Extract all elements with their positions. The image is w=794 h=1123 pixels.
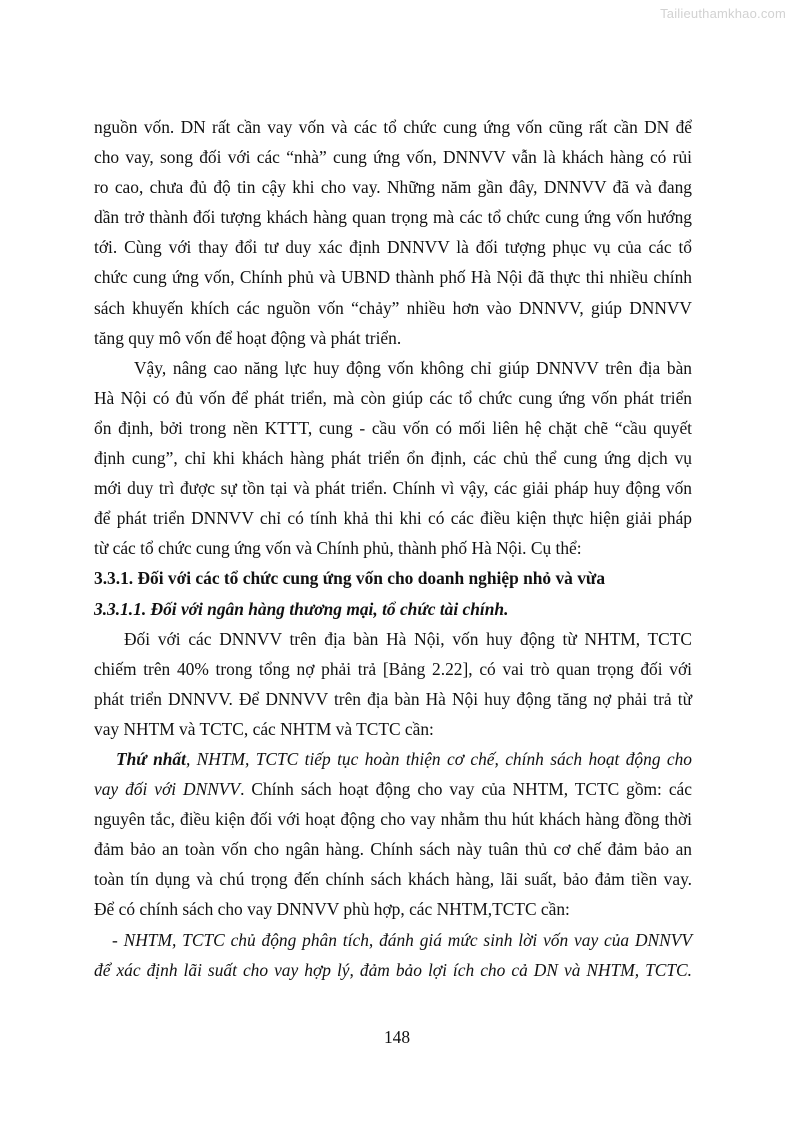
emphasis-first: Thứ nhất: [116, 748, 186, 769]
text-line: chiếm trên 40% trong tổng nợ phải trả [Bảng 2.22], có vai trò quan trọng đối với: [94, 658, 692, 679]
text-run: . Chính sách hoạt động cho vay của NHTM, TCTC gồm: các: [240, 779, 692, 800]
section-heading-3-3-1: 3.3.1. Đối với các tổ chức cung ứng vốn cho doanh nghiệp nhỏ và vừa: [94, 568, 606, 589]
text-line: tăng quy mô vốn để hoạt động và phát triển.: [94, 327, 402, 348]
text-line: đảm bảo an toàn vốn cho ngân hàng. Chính sách này tuân thủ cơ chế đảm bảo an: [94, 839, 692, 860]
text-line: nguồn vốn. DN rất cần vay vốn và các tổ chức cung ứng vốn cũng rất cần DN để: [94, 117, 692, 137]
text-line: tới. Cùng với thay đổi tư duy xác định DNNVV là đối tượng phục vụ của các tổ: [94, 237, 692, 258]
text-line: [94, 774, 692, 804]
text-line: để xác định lãi suất cho vay hợp lý, đảm bảo lợi ích cho cả DN và NHTM, TCTC.: [94, 959, 692, 980]
text-line: nguyên tắc, điều kiện đối với hoạt động cho vay nhằm thu hút khách hàng đồng thời: [94, 809, 692, 830]
text-line: mới duy trì được sự tồn tại và phát triển. Chính vì vậy, các giải pháp huy động vốn: [94, 478, 692, 499]
italic-lead: , NHTM, TCTC tiếp tục hoàn thiện cơ chế, chính sách hoạt động cho: [185, 748, 692, 769]
section-heading-3-3-1-1: 3.3.1.1. Đối với ngân hàng thương mại, tổ chức tài chính.: [94, 598, 509, 619]
text-line: Hà Nội có đủ vốn để phát triển, mà còn giúp các tổ chức cung ứng vốn phát triển: [94, 387, 692, 408]
paragraph-1: [94, 112, 692, 353]
paragraph-5: [94, 925, 692, 985]
text-line: Đối với các DNNVV trên địa bàn Hà Nội, vốn huy động từ NHTM, TCTC: [124, 628, 692, 649]
text-line: phát triển DNNVV. Để DNNVV trên địa bàn Hà Nội huy động tăng nợ phải trả từ: [94, 688, 692, 709]
text-line: chức cung ứng vốn, Chính phủ và UBND thành phố Hà Nội đã thực thi nhiều chính: [94, 267, 692, 288]
paragraph-4: [94, 744, 692, 925]
text-line: định cung”, chỉ khi khách hàng phát triển ổn định, các chủ thể cung ứng dịch vụ: [94, 448, 692, 469]
watermark: Tailieuthamkhao.com: [660, 6, 786, 21]
text-line: toàn tín dụng và chú trọng đến chính sách khách hàng, lãi suất, bảo đảm tiền vay.: [94, 869, 692, 890]
paragraph-2: [94, 353, 692, 564]
page-number: 148: [383, 1027, 411, 1047]
document-body: [94, 112, 692, 985]
text-line: dần trở thành đối tượng khách hàng quan trọng mà các tổ chức cung ứng vốn hướng: [94, 207, 692, 228]
text-line: Để có chính sách cho vay DNNVV phù hợp, các NHTM,TCTC cần:: [94, 899, 570, 920]
text-line: - NHTM, TCTC chủ động phân tích, đánh giá mức sinh lời vốn vay của DNNVV: [112, 929, 692, 950]
text-line: để phát triển DNNVV chỉ có tính khả thi khi có các điều kiện thực hiện giải pháp: [94, 508, 692, 529]
paragraph-3: [94, 624, 692, 744]
text-line: ổn định, bởi trong nền KTTT, cung - cầu vốn có mối liên hệ chặt chẽ “cầu quyết: [94, 417, 692, 438]
text-line: cho vay, song đối với các “nhà” cung ứng vốn, DNNVV vẫn là khách hàng có rủi: [94, 147, 692, 168]
text-line: từ các tổ chức cung ứng vốn và Chính phủ, thành phố Hà Nội. Cụ thể:: [94, 538, 582, 559]
italic-lead-end: vay đối với DNNVV: [94, 779, 241, 800]
text-line: [94, 744, 692, 774]
text-line: ro cao, chưa đủ độ tin cậy khi cho vay. Những năm gần đây, DNNVV đã và đang: [94, 177, 692, 198]
text-line: vay NHTM và TCTC, các NHTM và TCTC cần:: [94, 718, 434, 739]
text-line: Vậy, nâng cao năng lực huy động vốn không chỉ giúp DNNVV trên địa bàn: [134, 357, 692, 378]
text-line: sách khuyến khích các nguồn vốn “chảy” nhiều hơn vào DNNVV, giúp DNNVV: [94, 297, 692, 318]
